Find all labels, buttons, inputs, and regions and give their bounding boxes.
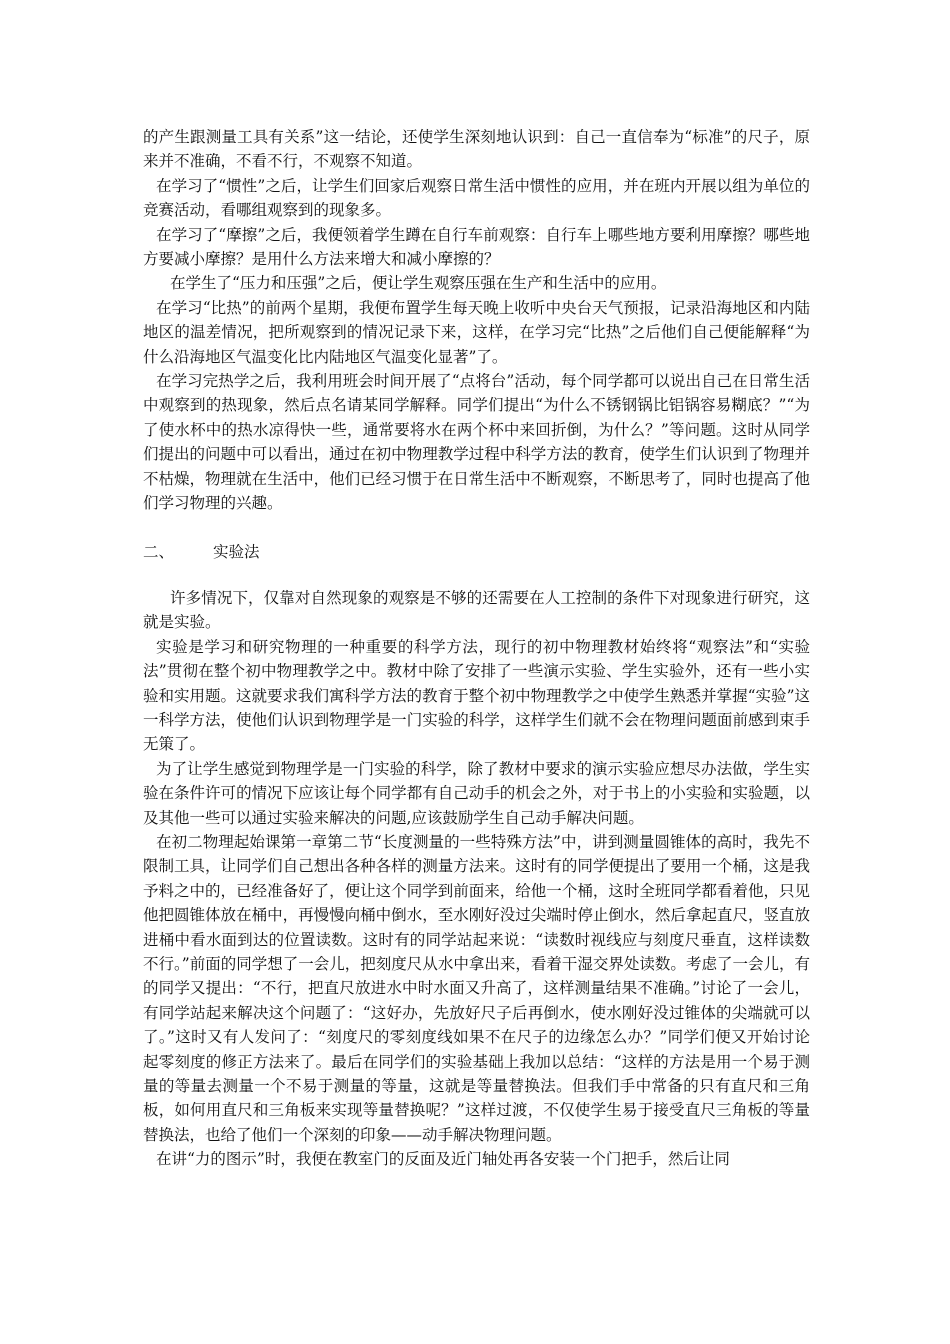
section-number: 二、 bbox=[143, 542, 175, 561]
paragraph: 实验是学习和研究物理的一种重要的科学方法，现行的初中物理教材始终将“观察法”和“实验法”贯彻在整个初中物理教学之中。教材中除了安排了一些演示实验、学生实验外，还有一些小实验和实用题。这就要求我们寓科学方法的教育于整个初中物理教学之中使学生熟悉并掌握“实验”这一科学方法，使他们认识到物理学是一门实验的科学，这样学生们就不会在物理问题面前感到束手无策了。 bbox=[143, 637, 810, 754]
paragraph: 在学习了“惯性”之后，让学生们回家后观察日常生活中惯性的应用，并在班内开展以组为单位的竞赛活动，看哪组观察到的现象多。 bbox=[143, 176, 810, 220]
paragraph: 在学习完热学之后，我利用班会时间开展了“点将台”活动，每个同学都可以说出自己在日常生活中观察到的热现象，然后点名请某同学解释。同学们提出“为什么不锈钢锅比铝锅容易糊底？”“为了使水杯中的热水凉得快一些，通常要将水在两个杯中来回折倒，为什么？”等问题。这时从同学们提出的问题中可以看出，通过在初中物理教学过程中科学方法的教育，使学生们认识到了物理并不枯燥，物理就在生活中，他们已经习惯于在日常生活中不断观察，不断思考了，同时也提高了他们学习物理的兴趣。 bbox=[143, 372, 810, 513]
paragraph: 在讲“力的图示”时，我便在教室门的反面及近门轴处再各安装一个门把手，然后让同 bbox=[156, 1150, 730, 1169]
section-title: 实验法 bbox=[213, 542, 260, 561]
section-heading bbox=[143, 540, 810, 564]
paragraph: 在学习“比热”的前两个星期，我便布置学生每天晚上收听中央台天气预报，记录沿海地区和内陆地区的温差情况，把所观察到的情况记录下来，这样，在学习完“比热”之后他们自己便能解释“为什么沿海地区气温变化比内陆地区气温变化显著”了。 bbox=[143, 298, 810, 366]
paragraph: 在学生了“压力和压强”之后，便让学生观察压强在生产和生活中的应用。 bbox=[170, 274, 667, 293]
paragraph: 为了让学生感觉到物理学是一门实验的科学，除了教材中要求的演示实验应想尽办法做，学生实验在条件许可的情况下应该让每个同学都有自己动手的机会之外，对于书上的小实验和实验题，以及其他一些可以通过实验来解决的问题,应该鼓励学生自己动手解决问题。 bbox=[143, 759, 810, 827]
paragraph: 在初二物理起始课第一章第二节“长度测量的一些特殊方法”中，讲到测量圆锥体的高时，我先不限制工具，让同学们自己想出各种各样的测量方法来。这时有的同学便提出了要用一个桶，这是我予料之中的，已经准备好了，便让这个同学到前面来，给他一个桶，这时全班同学都看着他，只见他把圆锥体放在桶中，再慢慢向桶中倒水，至水刚好没过尖端时停止倒水，然后拿起直尺，竖直放进桶中看水面到达的位置读数。这时有的同学站起来说：“读数时视线应与刻度尺垂直，这样读数不行。”前面的同学想了一会儿，把刻度尺从水中拿出来，看着干湿交界处读数。考虑了一会儿，有的同学又提出：“不行，把直尺放进水中时水面又升高了，这样测量结果不准确。”讨论了一会儿，有同学站起来解决这个问题了：“这好办，先放好尺子后再倒水，使水刚好没过锥体的尖端就可以了。”这时又有人发问了：“刻度尺的零刻度线如果不在尺子的边缘怎么办？”同学们便又开始讨论起零刻度的修正方法来了。最后在同学们的实验基础上我加以总结：“这样的方法是用一个易于测量的等量去测量一个不易于测量的等量，这就是等量替换法。但我们手中常备的只有直尺和三角板，如何用直尺和三角板来实现等量替换呢？”这样过渡，不仅使学生易于接受直尺三角板的等量替换法，也给了他们一个深刻的印象——动手解决物理问题。 bbox=[143, 832, 810, 1144]
document-body bbox=[143, 125, 810, 1172]
paragraph: 的产生跟测量工具有关系”这一结论，还使学生深刻地认识到：自己一直信奉为“标准”的尺子，原来并不准确，不看不行，不观察不知道。 bbox=[143, 128, 810, 171]
paragraph: 许多情况下，仅靠对自然现象的观察是不够的还需要在人工控制的条件下对现象进行研究，这就是实验。 bbox=[143, 588, 810, 632]
paragraph: 在学习了“摩擦”之后，我便领着学生蹲在自行车前观察：自行车上哪些地方要利用摩擦？哪些地方要减小摩擦？是用什么方法来增大和减小摩擦的？ bbox=[143, 225, 810, 269]
